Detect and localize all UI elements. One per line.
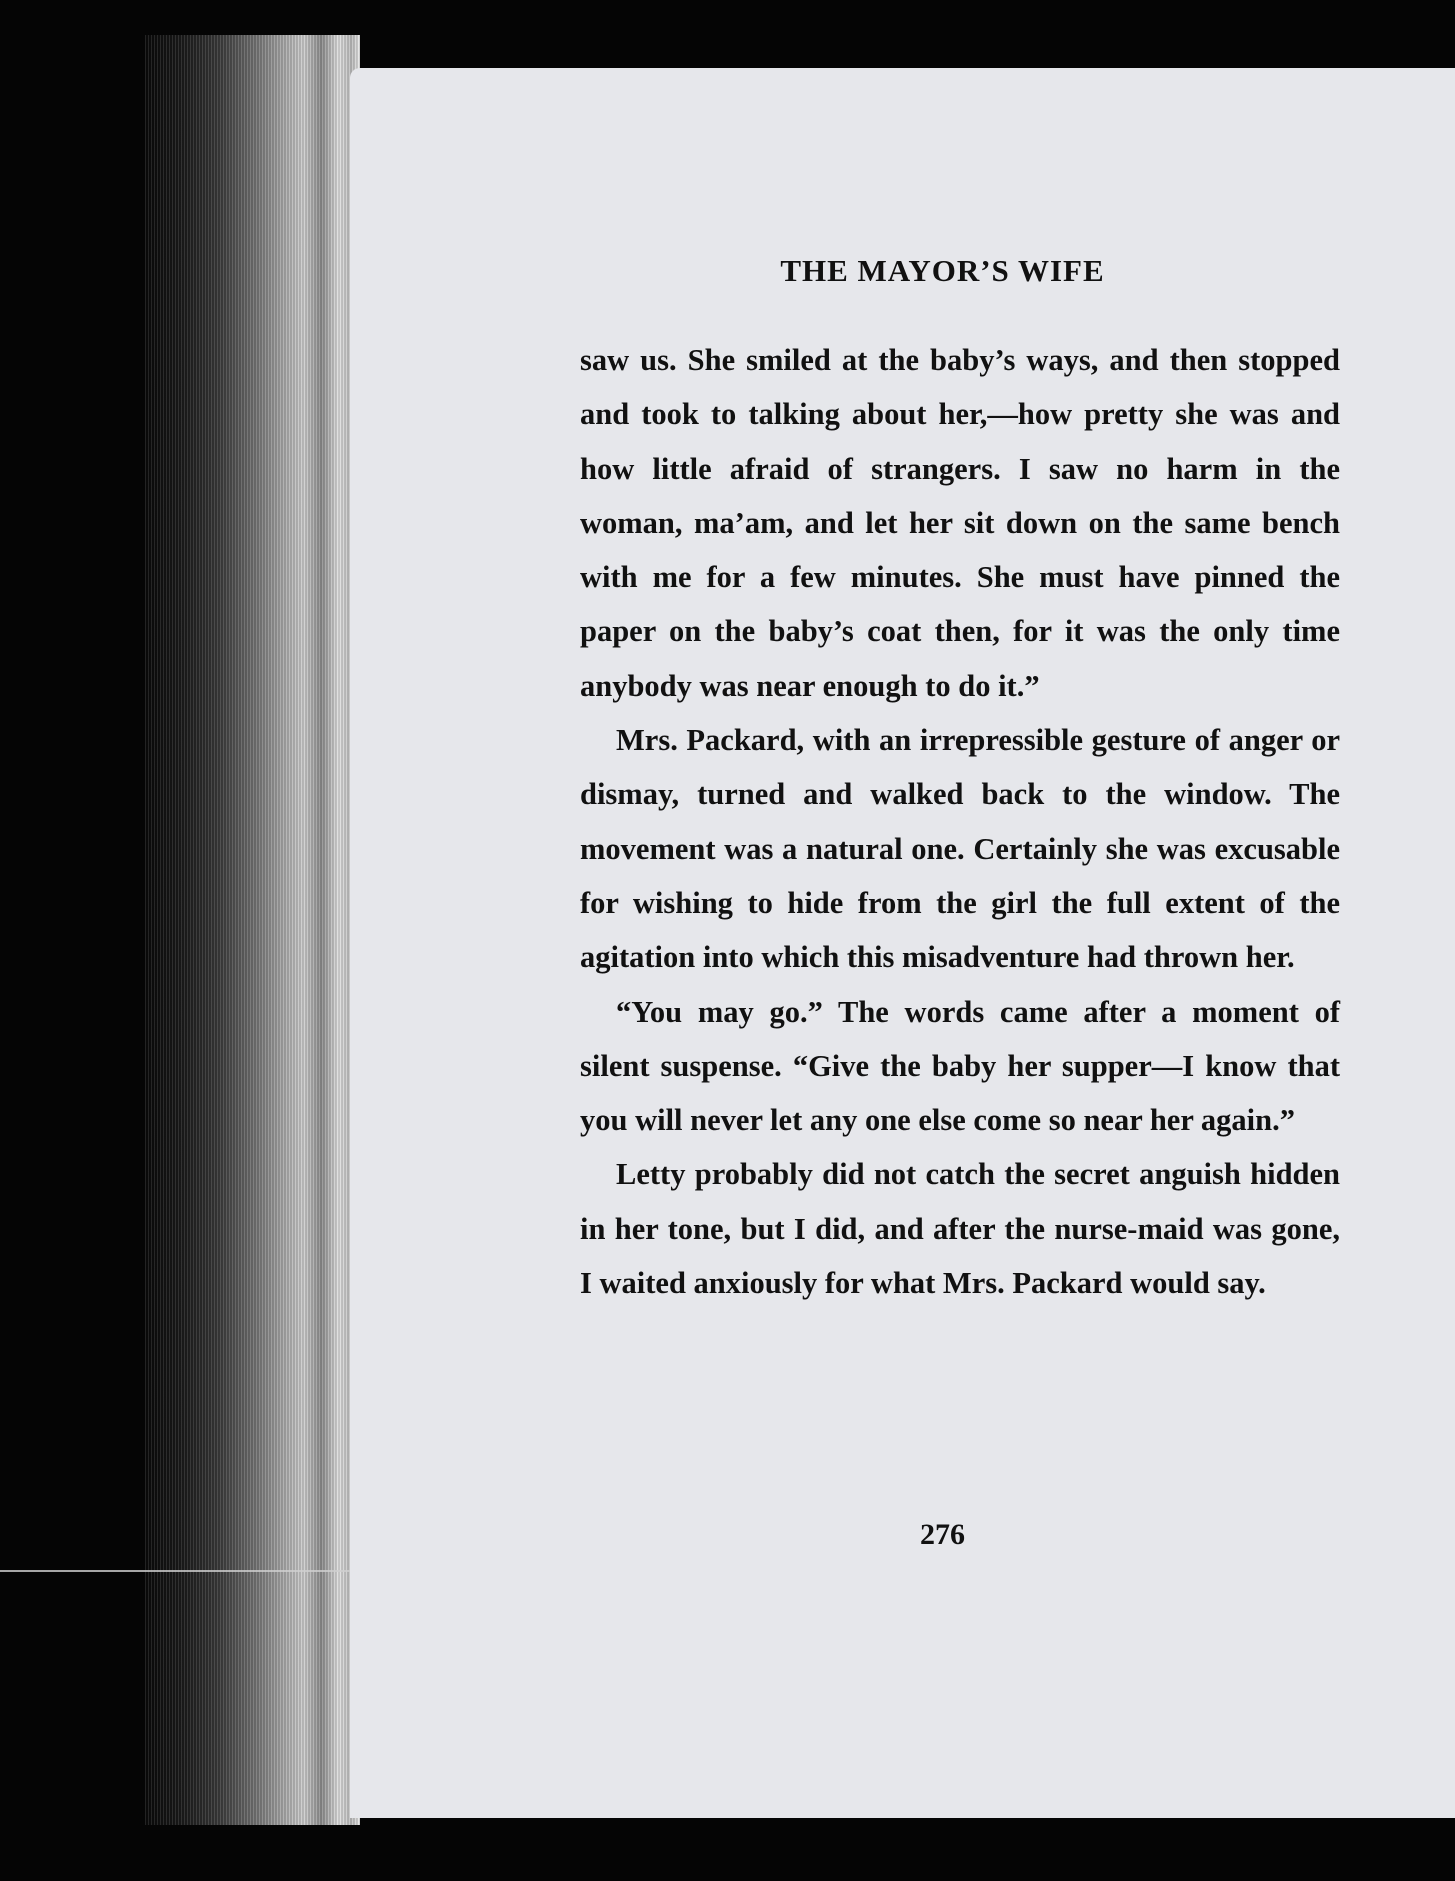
book-page — [350, 68, 1455, 1818]
paragraph-1: saw us. She smiled at the baby’s ways, and then stopped and took to talking about her,—how pretty she was and how little afraid of strangers. I saw no harm in the woman, ma’am, and let her sit down on the same bench with me for a few minutes. She must have pinned the paper on the baby’s coat then, for it was the only time anybody was near enough to do it.” — [580, 343, 1340, 703]
paragraph-2: Mrs. Packard, with an irrepressible gesture of anger or dismay, turned and walked back to the window. The movement was a natural one. Certainly she was excusable for wishing to hide from the girl the full extent of the agitation into which this misadventure had thrown her. — [580, 723, 1340, 975]
body-text — [580, 333, 1340, 1310]
paragraph-3: “You may go.” The words came after a moment of silent suspense. “Give the baby her supper—I know that you will never let any one else come so near her again.” — [580, 994, 1340, 1138]
running-head: THE MAYOR’S WIFE — [780, 253, 1105, 288]
paragraph-4: Letty probably did not catch the secret anguish hidden in her tone, but I did, and after the nurse-maid was gone, I waited anxiously for what Mrs. Packard would say. — [580, 1157, 1340, 1301]
page-number: 276 — [920, 1518, 965, 1551]
scan-artifact-line — [0, 1570, 360, 1572]
book-page-edges — [145, 35, 360, 1825]
